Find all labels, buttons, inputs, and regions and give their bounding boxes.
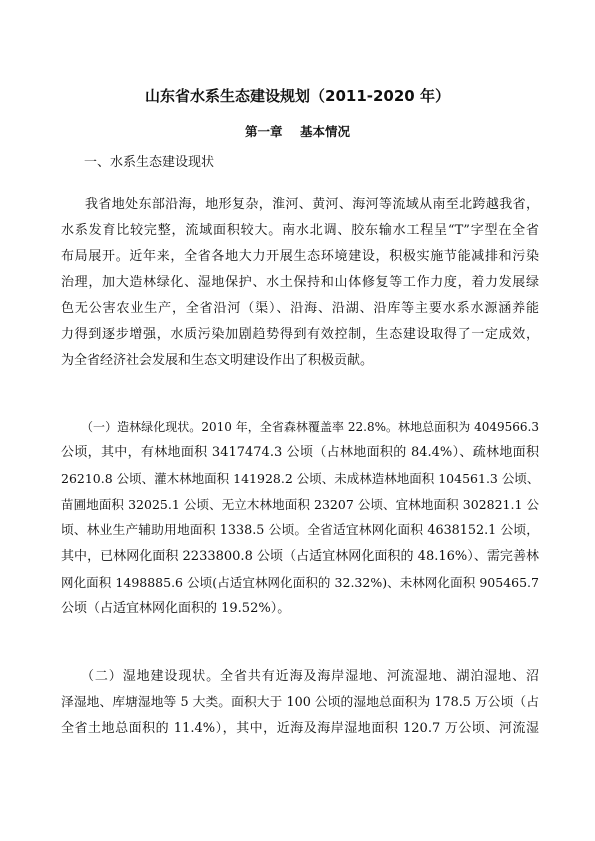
paragraph-line: （二）湿地建设现状。全省共有近海及海岸湿地、河流湿地、湖泊湿地、沼	[81, 669, 539, 684]
paragraph-line: 力得到逐步增强，水质污染加剧趋势得到有效控制，生态建设取得了一定成效，	[61, 327, 539, 342]
paragraph-line: 公顷（占适宜林网化面积的 19.52%）。	[61, 601, 291, 616]
paragraph-line: 我省地处东部沿海，地形复杂，淮河、黄河、海河等流域从南至北跨越我省，	[85, 197, 539, 212]
paragraph-line: 水系发育比较完整，流域面积较大。南水北调、胶东输水工程呈“T”字型在全省	[61, 223, 539, 238]
paragraph-line: 网化面积 1498885.6 公顷(占适宜林网化面积的 32.32%)、未林网化面积 905465.7	[61, 575, 539, 590]
paragraph-line: 苗圃地面积 32025.1 公顷、无立木林地面积 23207 公顷、宜林地面积 302821.1 公	[61, 497, 539, 512]
paragraph-afforestation	[61, 414, 539, 622]
paragraph-line: 布局展开。近年来，全省各地大力开展生态环境建设，积极实施节能减排和污染	[61, 249, 539, 264]
paragraph-line: 色无公害农业生产，全省沿河（渠）、沿海、沿湖、沿库等主要水系水源涵养能	[61, 301, 539, 316]
paragraph-line: 治理，加大造林绿化、湿地保护、水土保持和山体修复等工作力度，着力发展绿	[61, 275, 539, 290]
paragraph-line: 泽湿地、库塘湿地等 5 大类。面积大于 100 公顷的湿地总面积为 178.5 万公顷（占	[61, 695, 539, 710]
section-heading: 一、水系生态建设现状	[84, 155, 215, 170]
document-title: 山东省水系生态建设规划（2011-2020 年）	[145, 87, 450, 105]
paragraph-overview	[61, 192, 539, 374]
paragraph-wetland	[61, 664, 539, 742]
chapter-heading: 第一章 基本情况	[245, 124, 350, 139]
paragraph-line: 26210.8 公顷、灌木林地面积 141928.2 公顷、未成林造林地面积 104561.3 公顷、	[61, 471, 540, 486]
paragraph-line: 顷、林业生产辅助用地面积 1338.5 公顷。全省适宜林网化面积 4638152.1 公顷，	[61, 523, 539, 538]
paragraph-line: 其中，已林网化面积 2233800.8 公顷（占适宜林网化面积的 48.16%）、需完善林	[61, 549, 539, 564]
paragraph-line: 公顷，其中，有林地面积 3417474.3 公顷（占林地面积的 84.4%）、疏林地面积	[61, 445, 539, 460]
paragraph-line: 为全省经济社会发展和生态文明建设作出了积极贡献。	[61, 353, 374, 368]
paragraph-line: （一）造林绿化现状。2010 年，全省森林覆盖率 22.8%。林地总面积为 4049566.3	[81, 420, 539, 434]
paragraph-line: 全省土地总面积的 11.4%），其中，近海及海岸湿地面积 120.7 万公顷、河流湿	[61, 721, 539, 736]
